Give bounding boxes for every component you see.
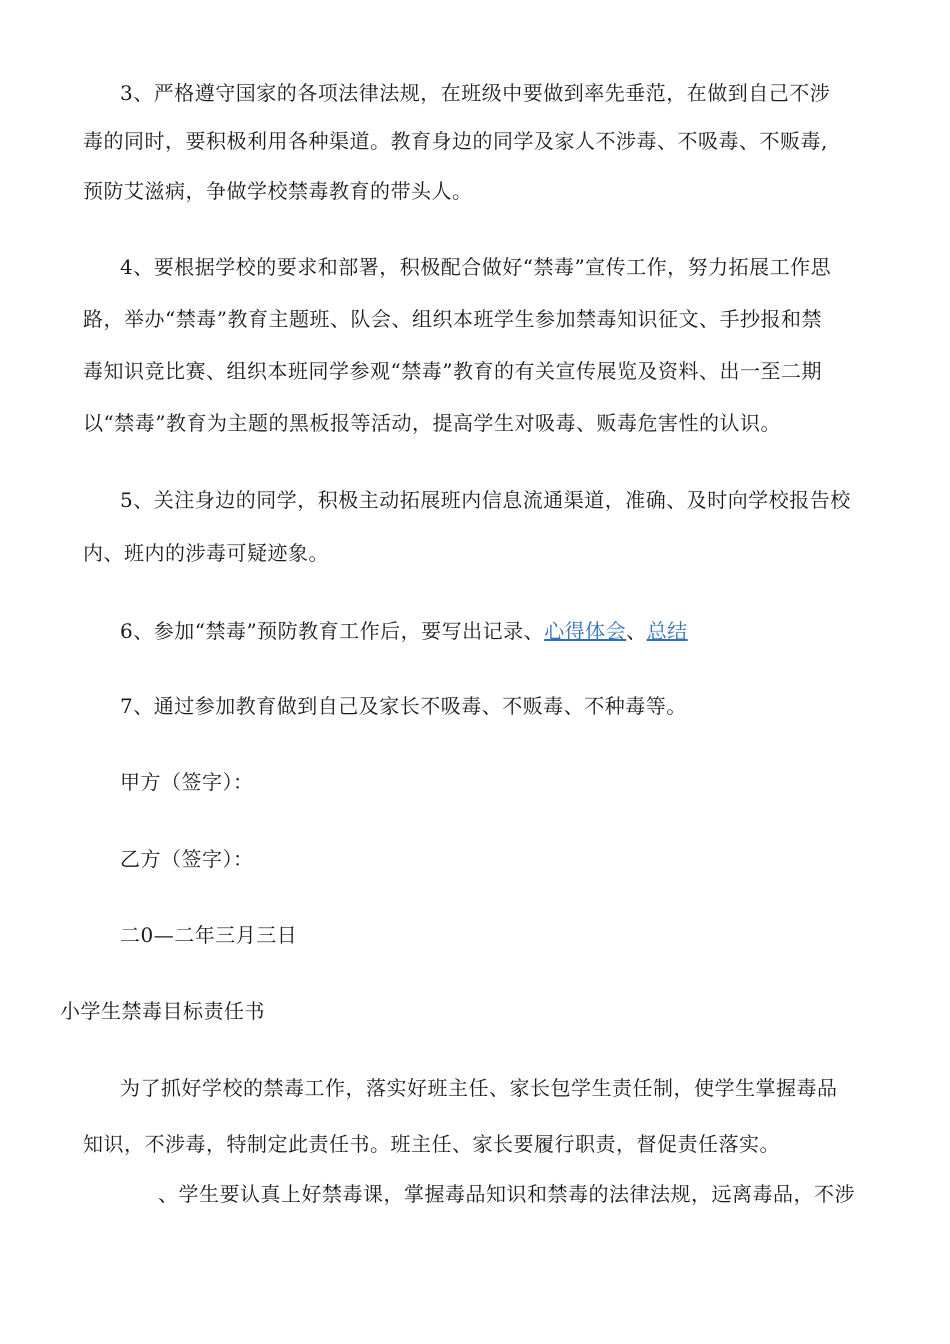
item6-prefix: 6、参加“禁毒”预防教育工作后，要写出记录、 [120,619,545,643]
party-a-signature: 甲方（签字）： [120,770,254,794]
item5-line1: 5、关注身边的同学，积极主动拓展班内信息流通渠道，准确、及时向学校报告校 [120,488,851,512]
item3-line3: 预防艾滋病，争做学校禁毒教育的带头人。 [83,179,473,203]
item7-line: 7、通过参加教育做到自己及家长不吸毒、不贩毒、不种毒等。 [120,694,687,718]
item6-line [120,617,688,645]
item4-line3: 毒知识竞比赛、组织本班同学参观“禁毒”教育的有关宣传展览及资料、出一至二期 [83,359,822,383]
item3-line1: 3、严格遵守国家的各项法律法规，在班级中要做到率先垂范，在做到自己不涉 [120,81,831,105]
item6-separator: 、 [626,619,647,643]
link-zongjie[interactable]: 总结 [646,619,688,643]
item-next-line: 、学生要认真上好禁毒课，掌握毒品知识和禁毒的法律法规，远离毒品，不涉 [158,1182,855,1206]
item4-line4: 以“禁毒”教育为主题的黑板报等活动，提高学生对吸毒、贩毒危害性的认识。 [83,411,781,435]
intro-line1: 为了抓好学校的禁毒工作，落实好班主任、家长包学生责任制，使学生掌握毒品 [120,1076,838,1100]
party-b-signature: 乙方（签字）： [120,847,254,871]
item3-line2: 毒的同时，要积极利用各种渠道。教育身边的同学及家人不涉毒、不吸毒、不贩毒, [83,129,828,153]
item4-line2: 路，举办“禁毒”教育主题班、队会、组织本班学生参加禁毒知识征文、手抄报和禁 [83,307,822,331]
link-xinde-tihui[interactable]: 心得体会 [544,619,627,643]
section-title: 小学生禁毒目标责任书 [60,999,265,1023]
item4-line1: 4、要根据学校的要求和部署，积极配合做好“禁毒”宣传工作，努力拓展工作思 [120,255,832,279]
item5-line2: 内、班内的涉毒可疑迹象。 [83,541,329,565]
document-date: 二0—二年三月三日 [120,923,298,947]
intro-line2: 知识，不涉毒，特制定此责任书。班主任、家长要履行职责，督促责任落实。 [83,1132,780,1156]
